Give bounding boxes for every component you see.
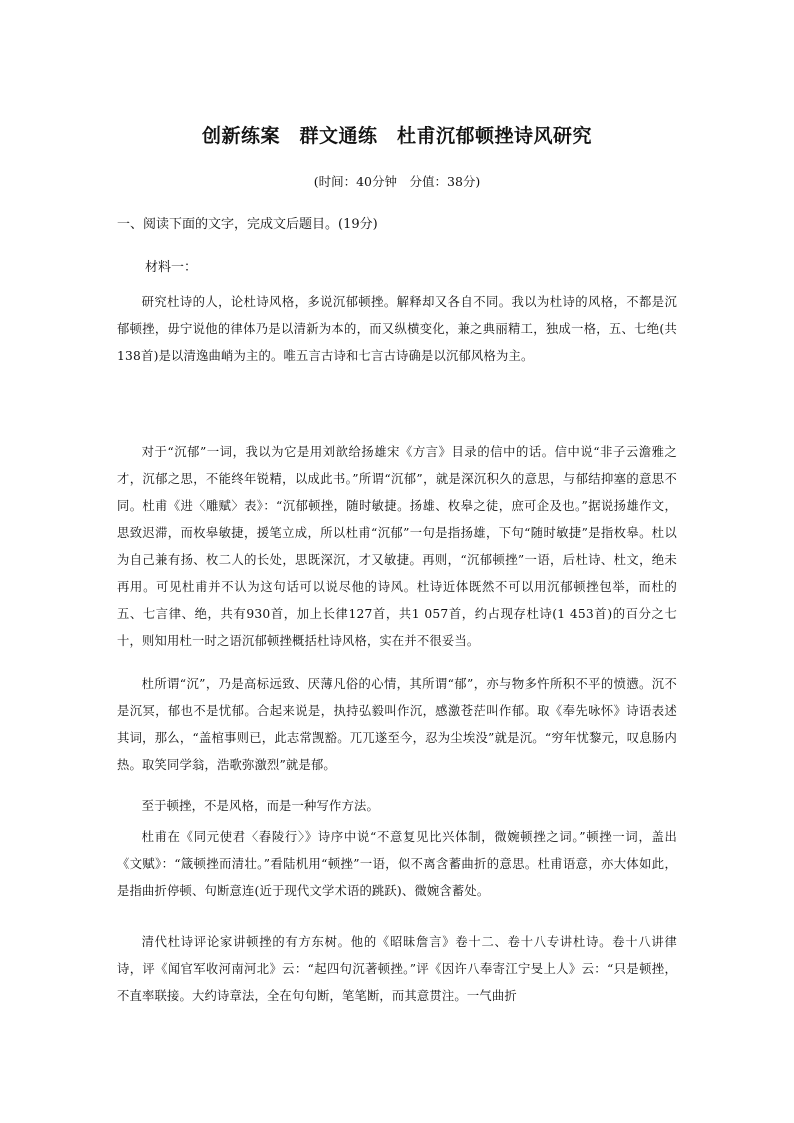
time-score-note: (时间：40分钟 分值：38分) <box>313 174 481 189</box>
question-heading: 一、阅读下面的文字，完成文后题目。(19分) <box>117 217 378 232</box>
paragraph-6: 清代杜诗评论家讲顿挫的有方东树。他的《昭昧詹言》卷十二、卷十八专讲杜诗。卷十八讲律诗，评《闻官军收河南河北》云：“起四句沉著顿挫。”评《因许八奉寄江宁旻上人》云：“只是顿挫，不直率联接。大约诗章法，全在句句断，笔笔断，而其意贯注。一气曲折 <box>117 935 677 1003</box>
paragraph-3: 杜所谓“沉”，乃是高标远致、厌薄凡俗的心情，其所谓“郁”，亦与物多忤所积不平的愤懑。沉不是沉冥，郁也不是忧郁。合起来说是，执持弘毅叫作沉，感激苍茫叫作郁。取《奉先咏怀》诗语表述其词，那么，“盖棺事则已，此志常觊豁。兀兀遂至今，忍为尘埃没”就是沉。“穷年忧黎元，叹息肠内热。取笑同学翁，浩歌弥激烈”就是郁。 <box>117 677 677 772</box>
paragraph-1: 研究杜诗的人，论杜诗风格，多说沉郁顿挫。解释却又各自不同。我以为杜诗的风格，不都是沉郁顿挫，毋宁说他的律体乃是以清新为本的，而又纵横变化，兼之典丽精工，独成一格，五、七绝(共138首)是以清逸曲峭为主的。唯五言古诗和七言古诗确是以沉郁风格为主。 <box>117 295 677 363</box>
paragraph-5: 杜甫在《同元使君〈舂陵行〉》诗序中说“不意复见比兴体制，微婉顿挫之词。”顿挫一词，盖出《文赋》：“箴顿挫而清壮。”看陆机用“顿挫”一语，似不离含蓄曲折的意思。杜甫语意，亦大体如此，是指曲折停顿、句断意连(近于现代文学术语的跳跃)、微婉含蓄处。 <box>117 830 677 898</box>
paragraph-4: 至于顿挫，不是风格，而是一种写作方法。 <box>141 799 380 813</box>
page-title: 创新练案 群文通练 杜甫沉郁顿挫诗风研究 <box>201 125 592 147</box>
material-label: 材料一： <box>145 260 198 275</box>
paragraph-2: 对于“沉郁”一词，我以为它是用刘歆给扬雄宋《方言》目录的信中的话。信中说“非子云澹雅之才，沉郁之思，不能终年锐精，以成此书。”所谓“沉郁”，就是深沉积久的意思，与郁结抑塞的意思不同。杜甫《进〈雕赋〉表》：“沉郁顿挫，随时敏捷。扬雄、枚皋之徒，庶可企及也。”据说扬雄作文，思致迟滞，而枚皋敏捷，援笔立成，所以杜甫“沉郁”一句是指扬雄，下句“随时敏捷”是指枚皋。杜以为自己兼有扬、枚二人的长处，思既深沉，才又敏捷。再则，“沉郁顿挫”一语，后杜诗、杜文，绝未再用。可见杜甫并不认为这句话可以说尽他的诗风。杜诗近体既然不可以用沉郁顿挫包举，而杜的五、七言律、绝，共有930首，加上长律127首，共1 057首，约占现存杜诗(1 453首)的百分之七十，则知用杜一时之语沉郁顿挫概括杜诗风格，实在并不很妥当。 <box>117 445 677 648</box>
